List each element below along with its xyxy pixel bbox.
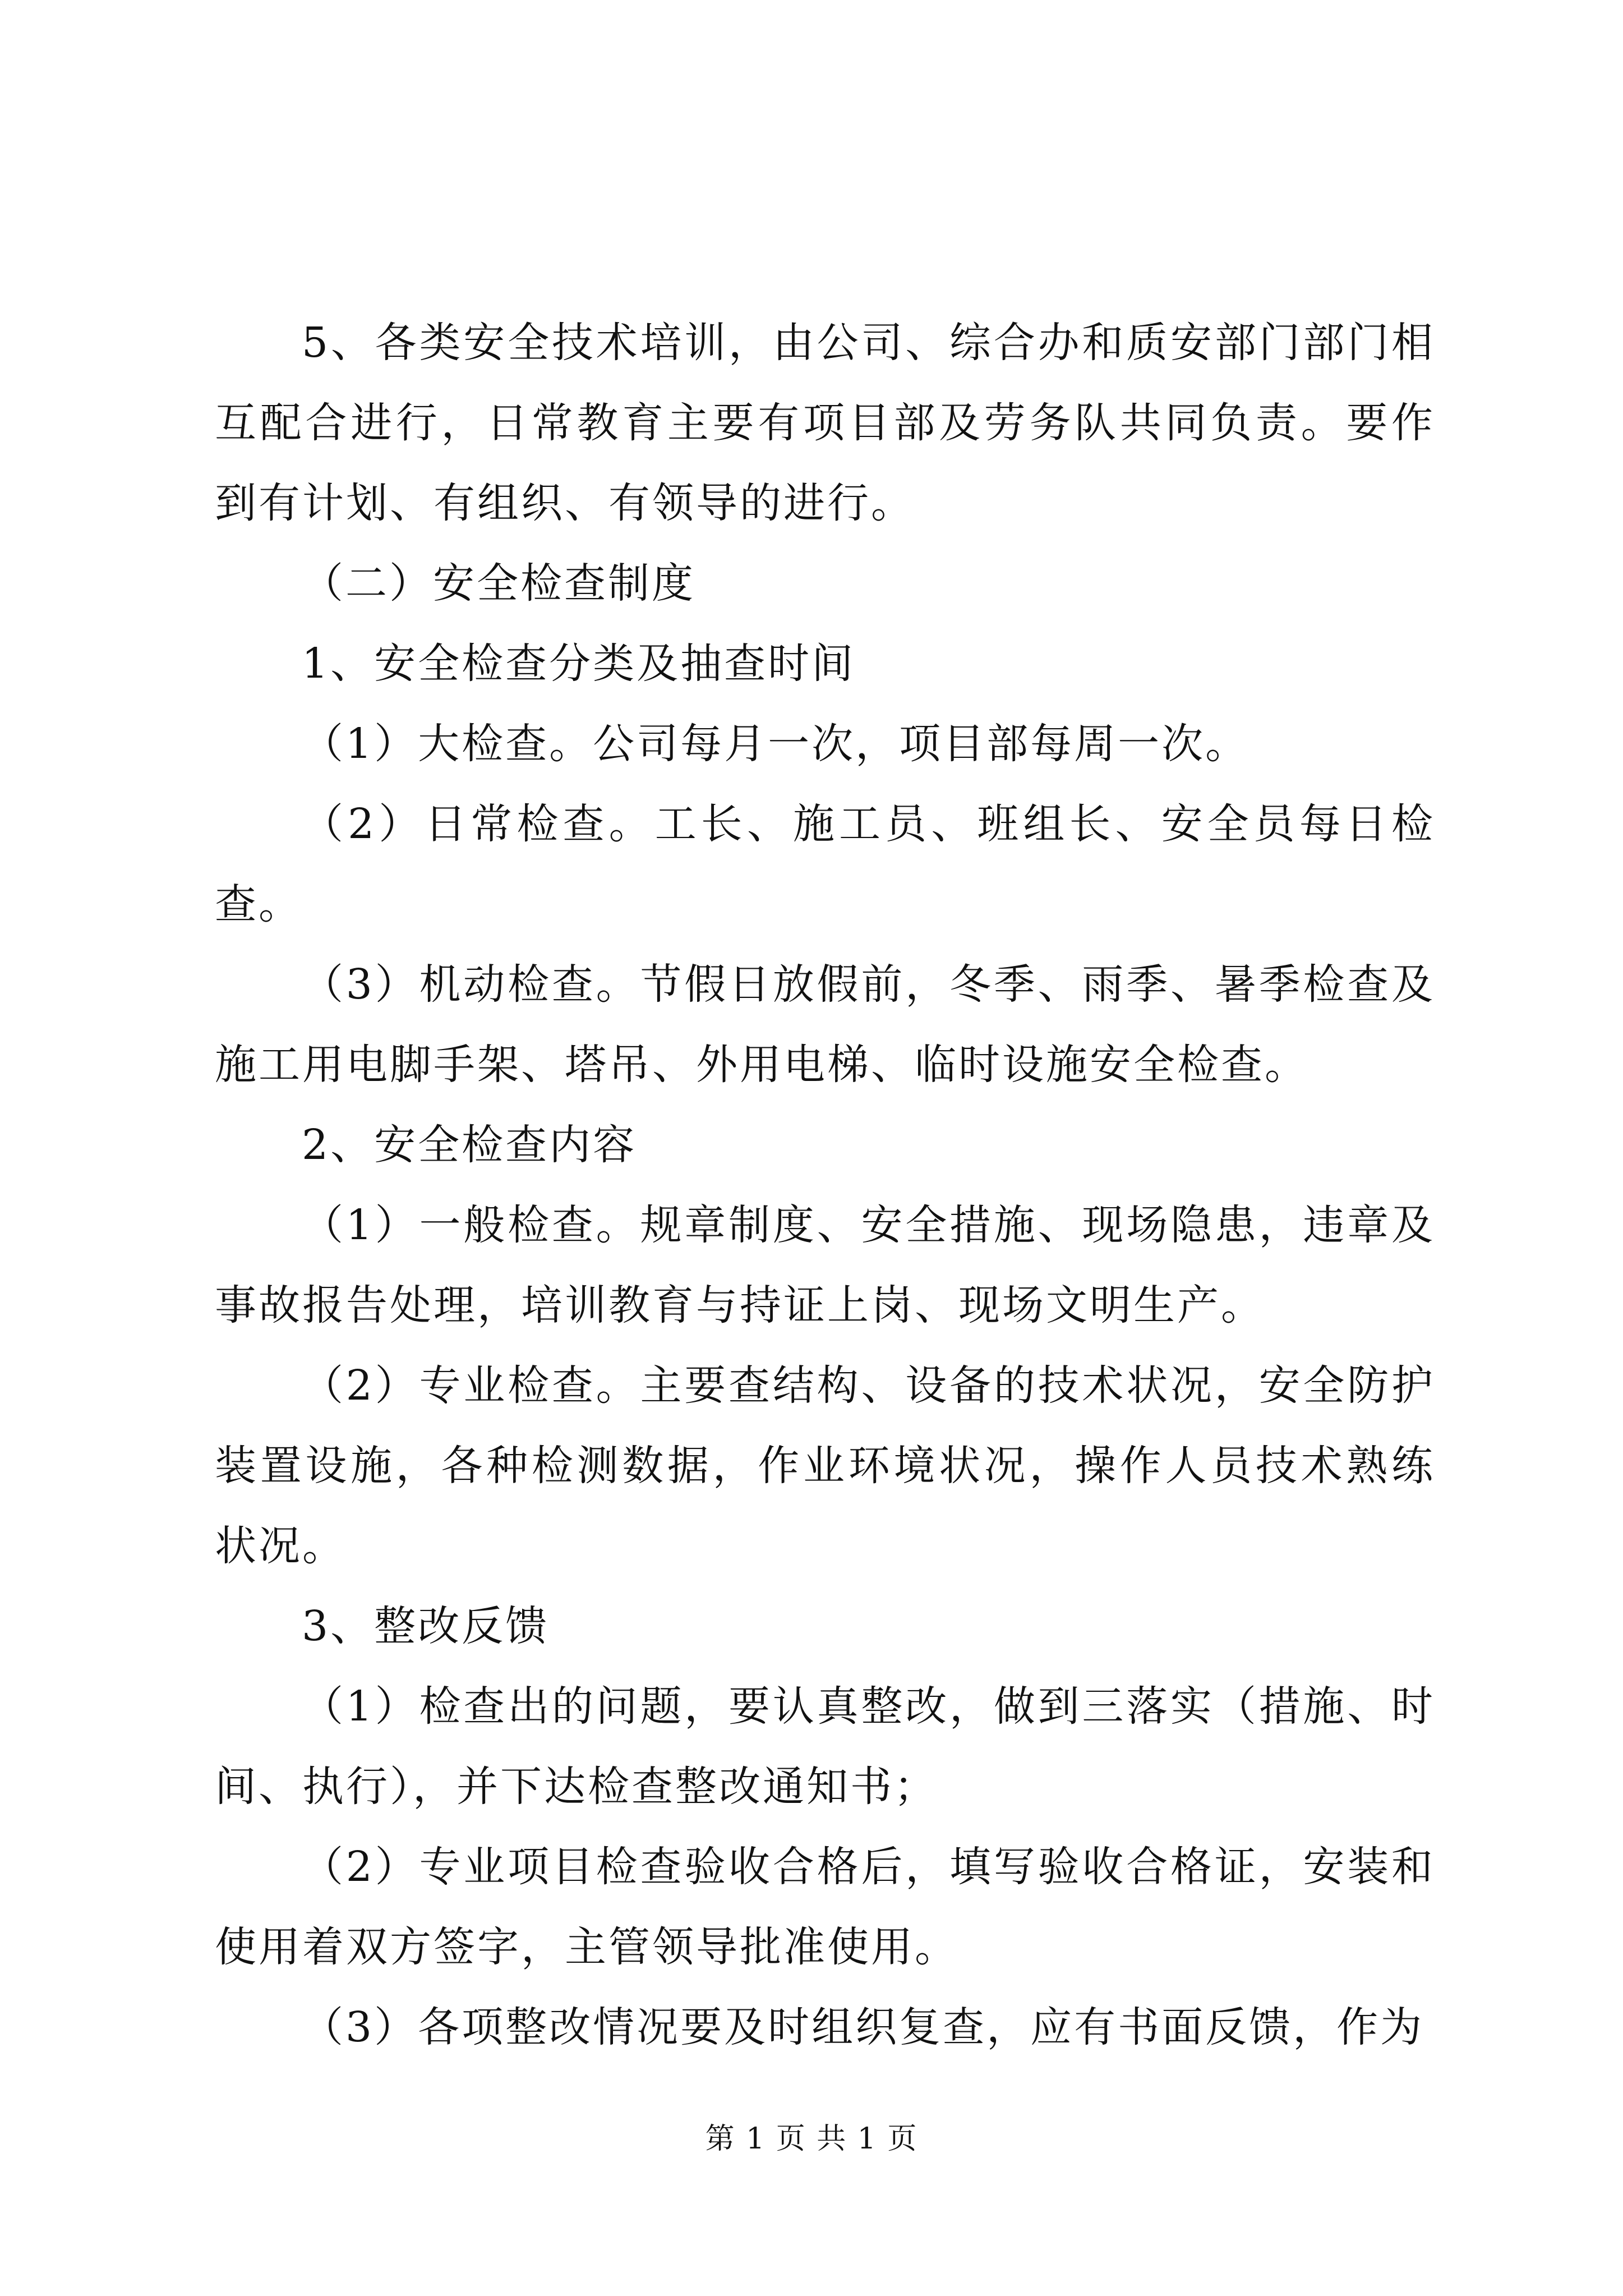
paragraph-major-inspection: （1）大检查。公司每月一次，项目部每周一次。 bbox=[302, 720, 1249, 768]
subheading-inspection-categories: 1、安全检查分类及抽查时间 bbox=[302, 639, 856, 688]
paragraph-recheck: （3）各项整改情况要及时组织复查，应有书面反馈，作为 bbox=[302, 2003, 1424, 2051]
page-footer: 第 1 页 共 1 页 bbox=[705, 2122, 918, 2156]
subheading-rectification-feedback: 3、整改反馈 bbox=[302, 1602, 550, 1650]
paragraph-general-inspection: （1）一般检查。规章制度、安全措施、现场隐患，违章及事故报告处理，培训教育与持证上岗、现场文明生产。 bbox=[215, 1201, 1435, 1329]
subheading-inspection-content: 2、安全检查内容 bbox=[302, 1121, 637, 1169]
section-heading-safety-inspection: （二）安全检查制度 bbox=[302, 559, 695, 608]
paragraph-training: 5、各类安全技术培训，由公司、综合办和质安部门部门相互配合进行，日常教育主要有项目部及劳务队共同负责。要作到有计划、有组织、有领导的进行。 bbox=[215, 319, 1435, 527]
paragraph-acceptance: （2）专业项目检查验收合格后，填写验收合格证，安装和使用着双方签字，主管领导批准使用。 bbox=[215, 1843, 1435, 1971]
paragraph-flexible-inspection: （3）机动检查。节假日放假前，冬季、雨季、暑季检查及施工用电脚手架、塔吊、外用电梯、临时设施安全检查。 bbox=[215, 960, 1435, 1089]
document-body bbox=[215, 303, 1435, 2068]
paragraph-rectify-issues: （1）检查出的问题，要认真整改，做到三落实（措施、时间、执行），并下达检查整改通知书； bbox=[215, 1682, 1435, 1811]
paragraph-professional-inspection: （2）专业检查。主要查结构、设备的技术状况，安全防护装置设施，各种检测数据，作业环境状况，操作人员技术熟练状况。 bbox=[215, 1361, 1435, 1570]
paragraph-daily-inspection: （2）日常检查。工长、施工员、班组长、安全员每日检查。 bbox=[215, 800, 1435, 928]
